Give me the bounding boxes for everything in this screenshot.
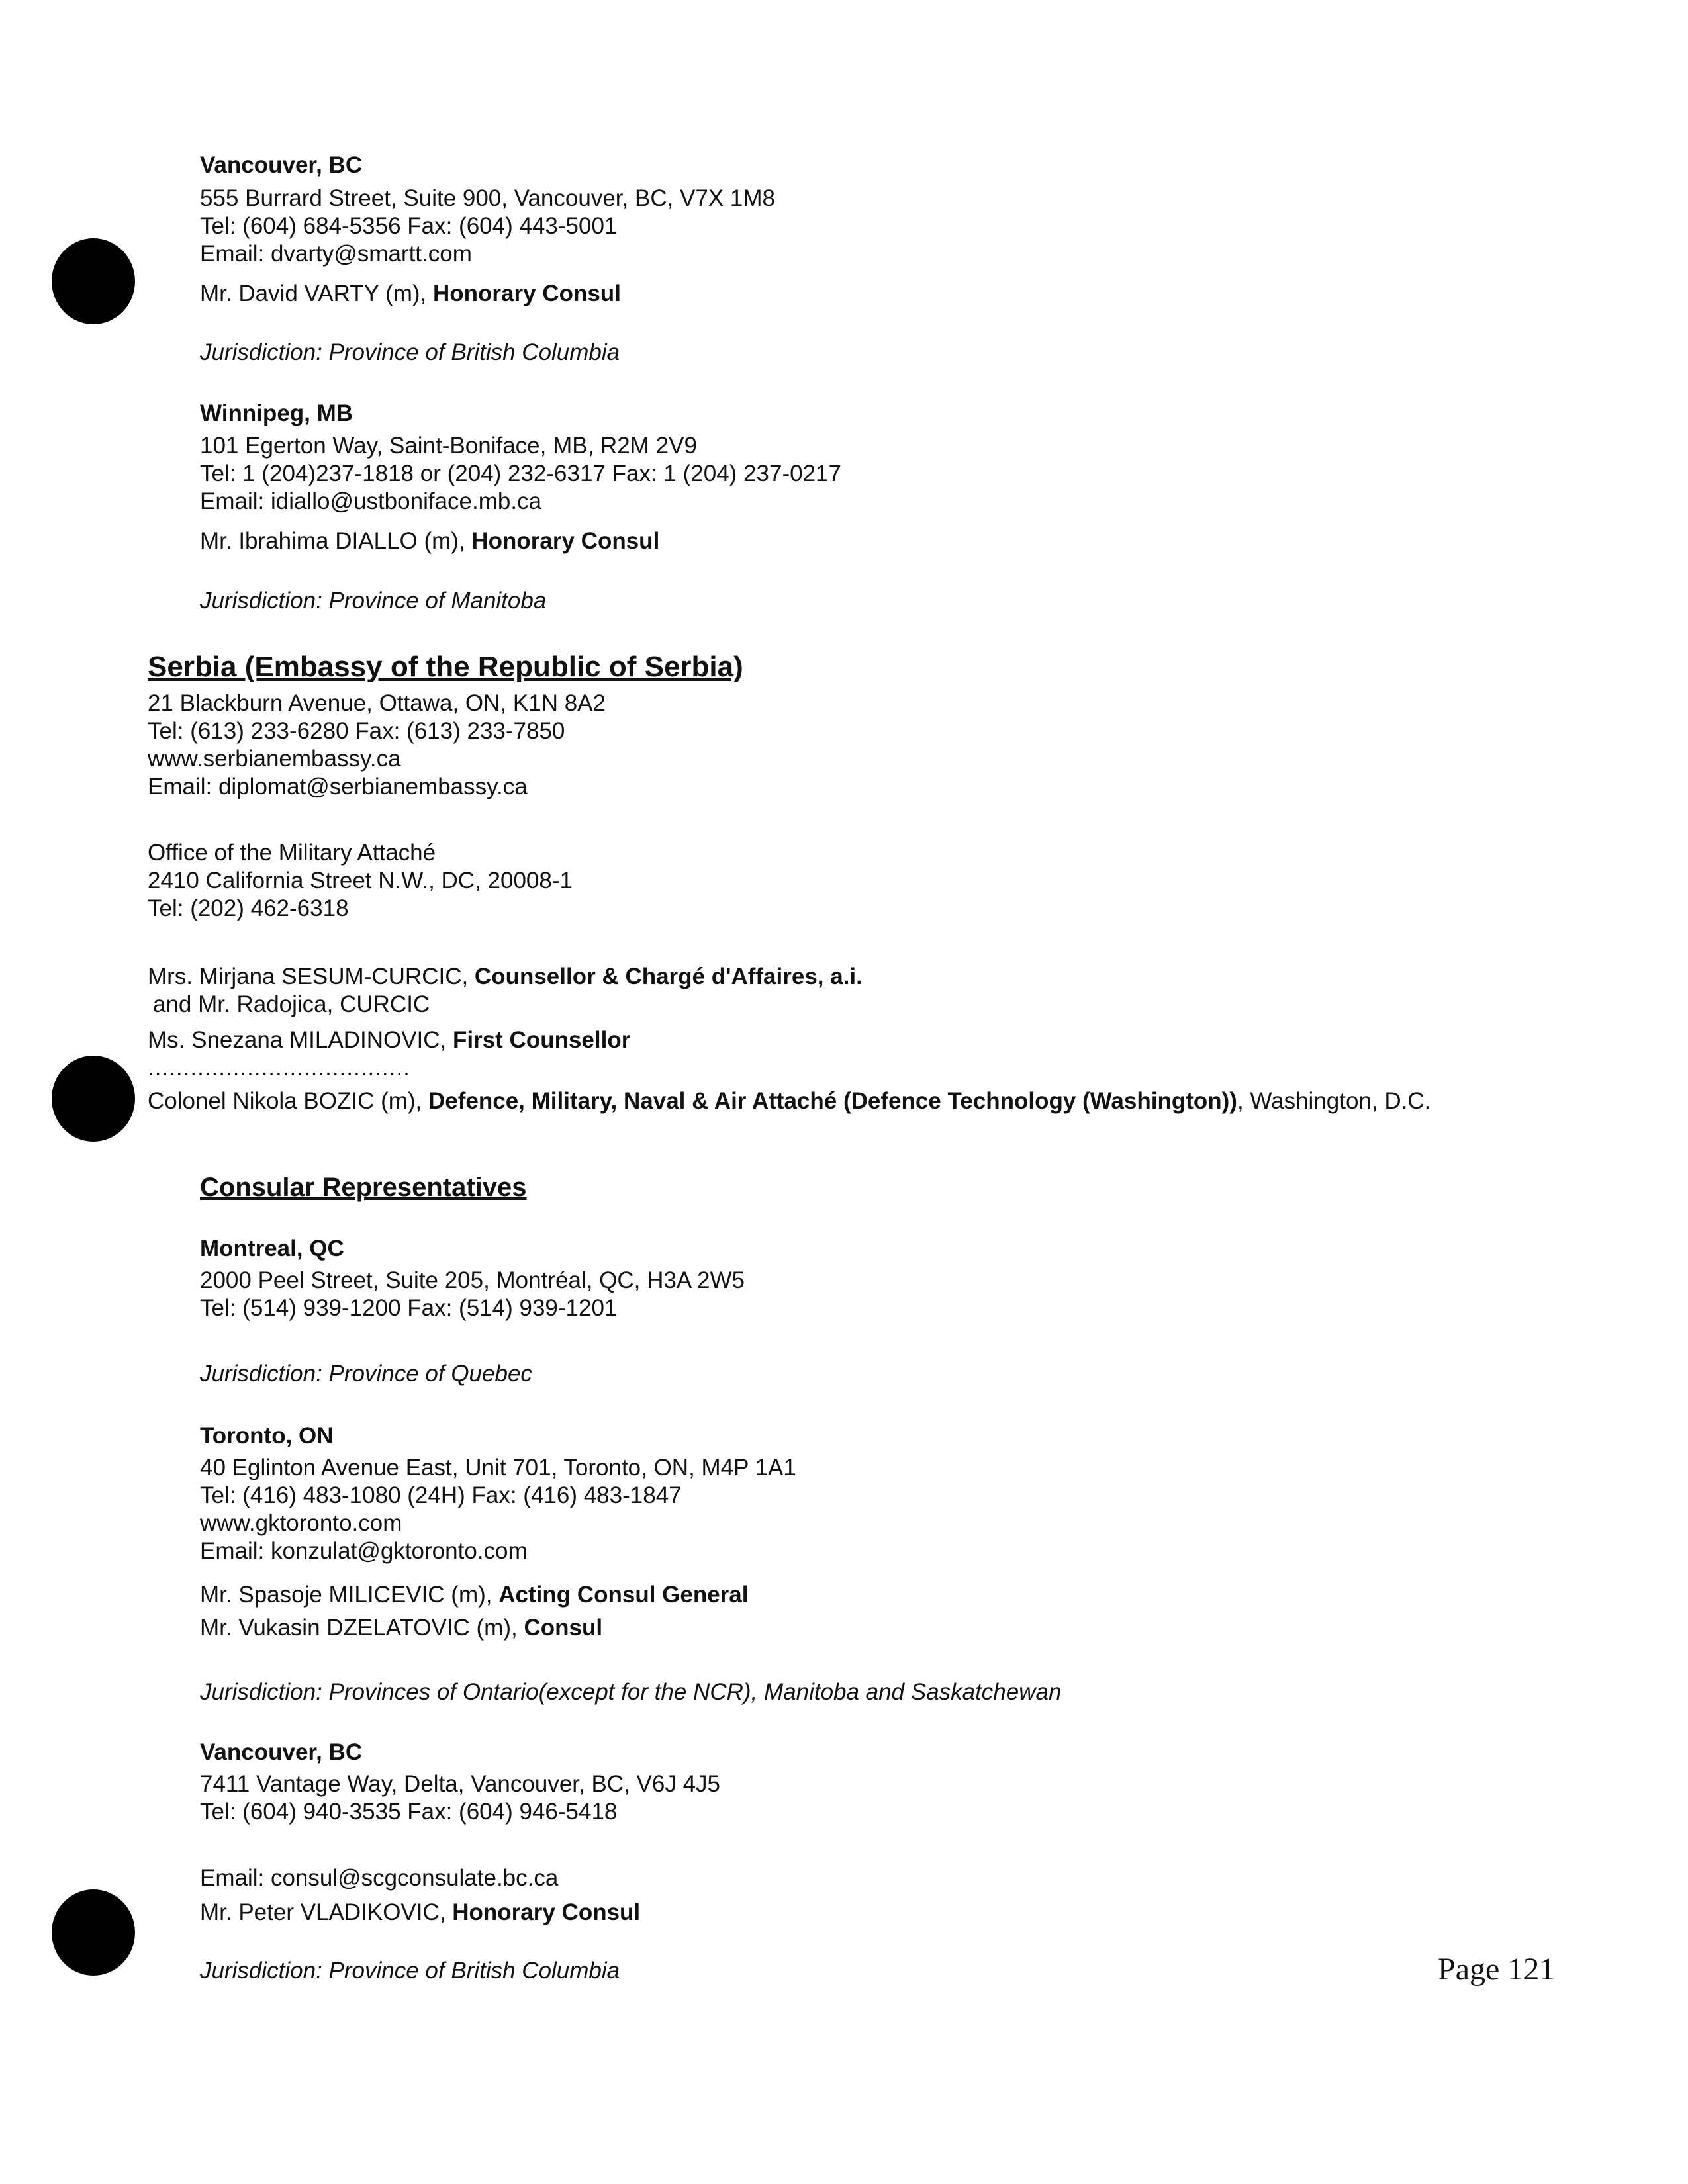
address: 101 Egerton Way, Saint-Boniface, MB, R2M 2V9 [200, 433, 697, 459]
telephone: Tel: 1 (204)237-1818 or (204) 232-6317 Fax: 1 (204) 237-0217 [200, 461, 841, 486]
military-address: 2410 California Street N.W., DC, 20008-1 [148, 868, 573, 893]
telephone: Tel: (514) 939-1200 Fax: (514) 939-1201 [200, 1295, 618, 1321]
email: Email: konzulat@gktoronto.com [200, 1538, 528, 1564]
dotted-separator: ..................................... [148, 1055, 410, 1081]
person-name: Mr. Vukasin DZELATOVIC (m), [200, 1615, 524, 1641]
telephone: Tel: (604) 940-3535 Fax: (604) 946-5418 [200, 1799, 618, 1825]
email: Email: diplomat@serbianembassy.ca [148, 774, 528, 799]
punch-hole-middle [52, 1056, 135, 1142]
email: Email: consul@scgconsulate.bc.ca [200, 1865, 559, 1891]
person-title: Honorary Consul [471, 528, 660, 554]
city-heading: Winnipeg, MB [200, 400, 353, 426]
military-office: Office of the Military Attaché [148, 840, 436, 866]
telephone: Tel: (416) 483-1080 (24H) Fax: (416) 483-1847 [200, 1482, 682, 1508]
staff-entry [200, 1581, 749, 1609]
military-telephone: Tel: (202) 462-6318 [148, 895, 349, 921]
person-name: Ms. Snezana MILADINOVIC, [148, 1027, 453, 1053]
jurisdiction: Jurisdiction: Province of Manitoba [200, 588, 547, 614]
email: Email: idiallo@ustboniface.mb.ca [200, 488, 542, 514]
jurisdiction: Jurisdiction: Province of British Columbia [200, 340, 620, 365]
staff-entry [200, 1614, 602, 1642]
person-name: Mr. David VARTY (m), [200, 281, 433, 306]
address: 2000 Peel Street, Suite 205, Montréal, QC, H3A 2W5 [200, 1267, 745, 1293]
person-name: Mrs. Mirjana SESUM-CURCIC, [148, 964, 475, 989]
telephone: Tel: (613) 233-6280 Fax: (613) 233-7850 [148, 718, 565, 744]
person-location: , Washington, D.C. [1237, 1088, 1431, 1114]
staff-entry [148, 1026, 630, 1054]
jurisdiction: Jurisdiction: Province of Quebec [200, 1361, 532, 1387]
staff-entry [148, 963, 863, 991]
jurisdiction: Jurisdiction: Province of British Columbia [200, 1958, 620, 1983]
punch-hole-top [52, 238, 135, 324]
telephone: Tel: (604) 684-5356 Fax: (604) 443-5001 [200, 213, 618, 239]
person-title: Honorary Consul [452, 1899, 641, 1925]
jurisdiction: Jurisdiction: Provinces of Ontario(except for the NCR), Manitoba and Saskatchewan [200, 1679, 1062, 1705]
website: www.gktoronto.com [200, 1510, 402, 1536]
staff-entry [200, 280, 621, 308]
person-title: Acting Consul General [498, 1582, 749, 1608]
staff-entry [200, 527, 659, 555]
person-name: Mr. Spasoje MILICEVIC (m), [200, 1582, 499, 1608]
email: Email: dvarty@smartt.com [200, 241, 472, 267]
staff-entry [148, 1087, 1430, 1115]
person-title: Defence, Military, Naval & Air Attaché (Defence Technology (Washington)) [428, 1088, 1237, 1114]
address: 555 Burrard Street, Suite 900, Vancouver, BC, V7X 1M8 [200, 185, 776, 211]
city-heading: Vancouver, BC [200, 1739, 363, 1765]
spouse-entry: and Mr. Radojica, CURCIC [153, 991, 430, 1017]
person-name: Mr. Ibrahima DIALLO (m), [200, 528, 472, 554]
person-name: Colonel Nikola BOZIC (m), [148, 1088, 428, 1114]
city-heading: Toronto, ON [200, 1423, 334, 1449]
city-heading: Montreal, QC [200, 1236, 344, 1261]
page-number: Page 121 [1438, 1952, 1556, 1987]
punch-hole-bottom [52, 1889, 135, 1976]
person-title: Counsellor & Chargé d'Affaires, a.i. [474, 964, 863, 989]
address: 7411 Vantage Way, Delta, Vancouver, BC, V6J 4J5 [200, 1771, 720, 1797]
website: www.serbianembassy.ca [148, 746, 401, 772]
staff-entry [200, 1899, 640, 1927]
country-heading: Serbia (Embassy of the Republic of Serbia) [148, 651, 743, 683]
person-title: Honorary Consul [433, 281, 621, 306]
person-title: Consul [524, 1615, 603, 1641]
person-title: First Counsellor [452, 1027, 631, 1053]
address: 21 Blackburn Avenue, Ottawa, ON, K1N 8A2 [148, 690, 606, 716]
city-heading: Vancouver, BC [200, 152, 363, 178]
section-heading: Consular Representatives [200, 1173, 527, 1202]
address: 40 Eglinton Avenue East, Unit 701, Toronto, ON, M4P 1A1 [200, 1455, 796, 1480]
person-name: Mr. Peter VLADIKOVIC, [200, 1899, 453, 1925]
